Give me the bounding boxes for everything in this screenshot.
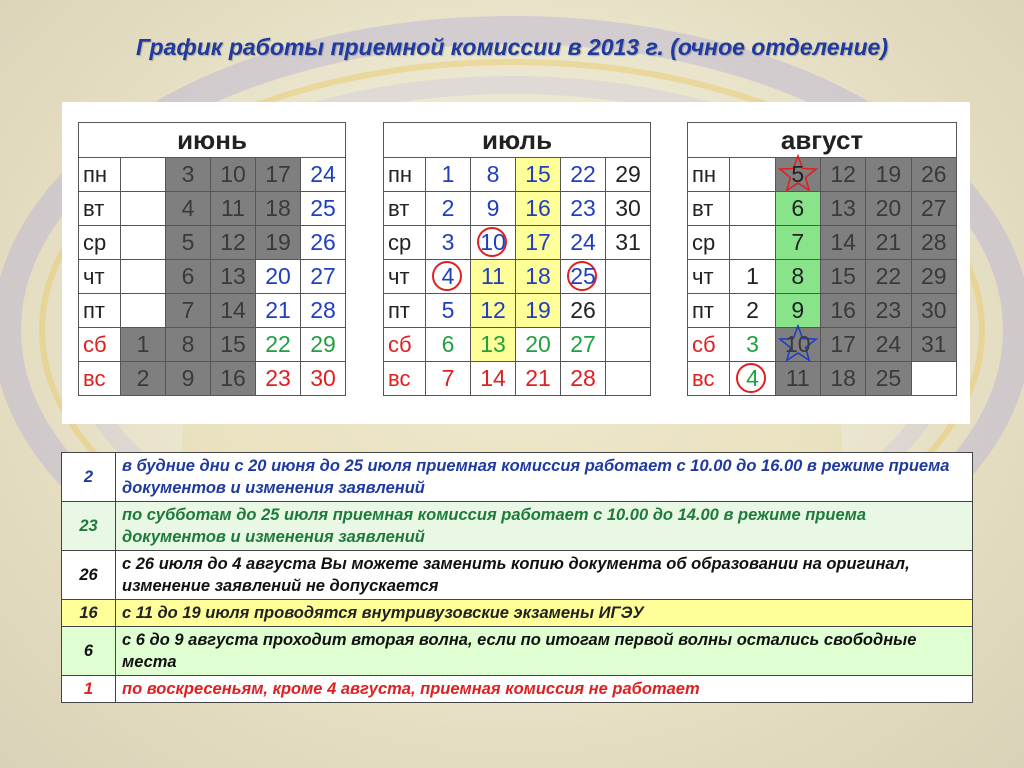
day-cell: [820, 226, 865, 260]
day-cell: [820, 158, 865, 192]
weekday-label: пн: [79, 158, 121, 192]
day-cell: [426, 362, 471, 396]
day-cell: [301, 362, 346, 396]
day-number: 8: [791, 263, 805, 289]
day-cell: [866, 362, 911, 396]
day-number: 7: [441, 365, 455, 391]
legend-key: 16: [62, 600, 116, 627]
day-cell: [471, 158, 516, 192]
legend-text: с 11 до 19 июля проводятся внутривузовские экзамены ИГЭУ: [116, 600, 973, 627]
week-row: [79, 260, 346, 294]
weekday-label: вт: [79, 192, 121, 226]
day-cell: [301, 294, 346, 328]
day-number: 29: [310, 331, 336, 357]
day-number: 23: [875, 297, 902, 323]
day-cell: [606, 226, 651, 260]
day-number: 11: [481, 263, 505, 289]
day-cell: [561, 192, 606, 226]
day-cell: [866, 158, 911, 192]
day-cell: [256, 294, 301, 328]
weekday-label: вт: [384, 192, 426, 226]
day-number: 19: [265, 229, 291, 255]
legend-key: 23: [62, 502, 116, 551]
day-cell: [730, 260, 775, 294]
day-number: 28: [310, 297, 336, 323]
day-cell: [820, 362, 865, 396]
legend-text: с 6 до 9 августа проходит вторая волна, если по итогам первой волны остались свободные места: [116, 627, 973, 676]
day-number: 15: [525, 161, 551, 187]
day-number: 16: [525, 195, 551, 221]
day-cell: [820, 294, 865, 328]
week-row: [79, 362, 346, 396]
day-number: 4: [441, 263, 455, 289]
day-cell: [911, 226, 956, 260]
day-number: 25: [570, 263, 596, 289]
month-header: август: [688, 123, 957, 158]
day-number: 21: [525, 365, 551, 391]
day-number: 10: [480, 229, 506, 255]
day-cell: [775, 192, 820, 226]
day-cell: [166, 192, 211, 226]
day-cell: [471, 192, 516, 226]
day-cell: [256, 328, 301, 362]
weekday-label: сб: [79, 328, 121, 362]
day-number: 7: [181, 297, 195, 323]
day-number: 3: [181, 161, 195, 187]
day-number: 24: [310, 161, 336, 187]
day-cell: [911, 158, 956, 192]
day-number: 8: [486, 161, 500, 187]
day-cell: [211, 226, 256, 260]
day-cell: [516, 328, 561, 362]
day-cell: [820, 260, 865, 294]
day-number: 5: [791, 161, 805, 187]
day-cell: [866, 226, 911, 260]
day-cell: [866, 328, 911, 362]
day-cell: [516, 192, 561, 226]
day-cell: [471, 294, 516, 328]
day-number: 31: [615, 229, 641, 255]
week-row: [384, 158, 651, 192]
day-number: 11: [785, 365, 810, 391]
day-cell: [256, 226, 301, 260]
day-number: 18: [265, 195, 291, 221]
empty-cell: [121, 226, 166, 260]
legend-row: [62, 676, 973, 703]
day-number: 21: [875, 229, 902, 255]
day-cell: [516, 158, 561, 192]
day-cell: [471, 260, 516, 294]
day-number: 22: [570, 161, 596, 187]
day-number: 6: [441, 331, 455, 357]
day-cell: [775, 294, 820, 328]
day-number: 4: [181, 195, 195, 221]
day-cell: [166, 158, 211, 192]
day-cell: [606, 192, 651, 226]
day-cell: [301, 226, 346, 260]
day-number: 13: [830, 195, 856, 221]
week-row: [688, 362, 957, 396]
week-row: [79, 192, 346, 226]
empty-cell: [730, 192, 775, 226]
day-cell: [775, 260, 820, 294]
day-number: 25: [875, 365, 902, 391]
day-cell: [166, 362, 211, 396]
day-number: 24: [570, 229, 596, 255]
day-number: 26: [570, 297, 596, 323]
day-cell: [561, 158, 606, 192]
legend-row: [62, 627, 973, 676]
day-cell: [211, 158, 256, 192]
weekday-label: вс: [79, 362, 121, 396]
day-cell: [516, 362, 561, 396]
day-cell: [561, 226, 606, 260]
day-cell: [211, 260, 256, 294]
calendar-august: [687, 122, 957, 396]
weekday-label: пт: [384, 294, 426, 328]
legend-row: [62, 453, 973, 502]
day-number: 30: [310, 365, 336, 391]
day-cell: [911, 260, 956, 294]
day-cell: [121, 328, 166, 362]
day-cell: [301, 192, 346, 226]
empty-cell: [606, 260, 651, 294]
day-cell: [121, 362, 166, 396]
empty-cell: [911, 362, 956, 396]
day-number: 26: [921, 161, 947, 187]
weekday-label: пн: [688, 158, 730, 192]
week-row: [384, 362, 651, 396]
day-cell: [426, 158, 471, 192]
day-number: 19: [875, 161, 902, 187]
day-number: 18: [830, 365, 856, 391]
day-number: 26: [310, 229, 336, 255]
day-number: 15: [220, 331, 246, 357]
weekday-label: ср: [688, 226, 730, 260]
day-cell: [301, 260, 346, 294]
day-cell: [606, 158, 651, 192]
legend-key: 6: [62, 627, 116, 676]
page-title: График работы приемной комиссии в 2013 г. (очное отделение): [136, 34, 888, 60]
weekday-label: пн: [384, 158, 426, 192]
day-cell: [775, 158, 820, 192]
weekday-label: ср: [79, 226, 121, 260]
weekday-label: чт: [79, 260, 121, 294]
day-cell: [730, 328, 775, 362]
day-number: 9: [791, 297, 805, 323]
day-cell: [911, 328, 956, 362]
week-row: [384, 226, 651, 260]
weekday-label: ср: [384, 226, 426, 260]
day-number: 1: [136, 331, 150, 357]
day-number: 1: [441, 161, 455, 187]
day-cell: [301, 328, 346, 362]
day-cell: [166, 226, 211, 260]
legend-text: по воскресеньям, кроме 4 августа, приемная комиссия не работает: [116, 676, 973, 703]
day-number: 12: [220, 229, 246, 255]
day-number: 17: [830, 331, 856, 357]
day-number: 22: [265, 331, 291, 357]
day-cell: [866, 192, 911, 226]
day-cell: [256, 192, 301, 226]
calendar-july: [383, 122, 651, 396]
day-number: 17: [265, 161, 291, 187]
day-cell: [866, 260, 911, 294]
legend-table: [61, 452, 973, 703]
day-number: 11: [221, 195, 245, 221]
day-cell: [911, 192, 956, 226]
week-row: [79, 328, 346, 362]
legend-row: [62, 502, 973, 551]
day-number: 20: [525, 331, 551, 357]
day-cell: [256, 158, 301, 192]
legend-text: с 26 июля до 4 августа Вы можете заменить копию документа об образовании на оригинал, изменение заявлений не допускается: [116, 551, 973, 600]
day-number: 6: [181, 263, 195, 289]
legend-key: 26: [62, 551, 116, 600]
day-cell: [256, 362, 301, 396]
day-number: 2: [746, 297, 759, 323]
day-number: 20: [875, 195, 902, 221]
day-cell: [426, 192, 471, 226]
week-row: [79, 158, 346, 192]
day-cell: [730, 294, 775, 328]
day-cell: [775, 362, 820, 396]
week-row: [688, 328, 957, 362]
week-row: [79, 294, 346, 328]
day-number: 21: [265, 297, 291, 323]
day-cell: [561, 328, 606, 362]
day-number: 16: [830, 297, 856, 323]
day-number: 12: [480, 297, 506, 323]
empty-cell: [121, 260, 166, 294]
weekday-label: вс: [688, 362, 730, 396]
weekday-label: пт: [79, 294, 121, 328]
day-number: 6: [791, 195, 805, 221]
week-row: [384, 192, 651, 226]
day-cell: [471, 328, 516, 362]
week-row: [688, 192, 957, 226]
day-number: 30: [921, 297, 947, 323]
month-header: июнь: [79, 123, 346, 158]
week-row: [688, 226, 957, 260]
day-cell: [301, 158, 346, 192]
month-header: июль: [384, 123, 651, 158]
day-cell: [471, 362, 516, 396]
day-number: 5: [181, 229, 195, 255]
day-number: 29: [615, 161, 641, 187]
day-cell: [211, 192, 256, 226]
day-cell: [211, 294, 256, 328]
legend-key: 2: [62, 453, 116, 502]
weekday-label: сб: [688, 328, 730, 362]
day-number: 10: [220, 161, 246, 187]
day-cell: [166, 260, 211, 294]
week-row: [384, 328, 651, 362]
day-number: 10: [784, 331, 811, 357]
day-cell: [911, 294, 956, 328]
day-cell: [561, 362, 606, 396]
legend-text: по субботам до 25 июля приемная комиссия работает с 10.00 до 14.00 в режиме приема документов и изменения заявлений: [116, 502, 973, 551]
day-number: 23: [570, 195, 596, 221]
day-number: 3: [746, 331, 759, 357]
day-cell: [211, 362, 256, 396]
day-number: 14: [220, 297, 246, 323]
day-number: 16: [220, 365, 246, 391]
week-row: [688, 158, 957, 192]
day-cell: [516, 226, 561, 260]
weekday-label: вс: [384, 362, 426, 396]
weekday-label: сб: [384, 328, 426, 362]
legend-row: [62, 551, 973, 600]
empty-cell: [121, 192, 166, 226]
empty-cell: [606, 294, 651, 328]
day-number: 13: [480, 331, 506, 357]
legend-key: 1: [62, 676, 116, 703]
empty-cell: [121, 158, 166, 192]
day-number: 27: [570, 331, 596, 357]
weekday-label: вт: [688, 192, 730, 226]
day-number: 3: [441, 229, 455, 255]
day-cell: [730, 362, 775, 396]
day-cell: [561, 260, 606, 294]
week-row: [79, 226, 346, 260]
day-number: 28: [921, 229, 947, 255]
day-number: 25: [310, 195, 336, 221]
day-cell: [866, 294, 911, 328]
empty-cell: [121, 294, 166, 328]
calendar-june: [78, 122, 346, 396]
day-number: 24: [875, 331, 902, 357]
weekday-label: пт: [688, 294, 730, 328]
day-number: 17: [525, 229, 551, 255]
weekday-label: чт: [384, 260, 426, 294]
calendar-panel: [62, 102, 970, 424]
day-number: 23: [265, 365, 291, 391]
day-number: 5: [441, 297, 455, 323]
day-number: 13: [220, 263, 246, 289]
day-number: 9: [486, 195, 500, 221]
day-cell: [166, 294, 211, 328]
day-cell: [426, 226, 471, 260]
day-number: 19: [525, 297, 551, 323]
day-number: 27: [310, 263, 336, 289]
weekday-label: чт: [688, 260, 730, 294]
day-cell: [775, 328, 820, 362]
day-number: 29: [921, 263, 947, 289]
day-number: 15: [830, 263, 856, 289]
week-row: [688, 294, 957, 328]
day-number: 27: [921, 195, 947, 221]
day-number: 14: [480, 365, 506, 391]
day-number: 30: [615, 195, 641, 221]
week-row: [384, 294, 651, 328]
day-number: 22: [875, 263, 902, 289]
day-number: 28: [570, 365, 596, 391]
day-number: 18: [525, 263, 551, 289]
empty-cell: [606, 328, 651, 362]
day-cell: [516, 260, 561, 294]
day-cell: [775, 226, 820, 260]
day-cell: [426, 260, 471, 294]
empty-cell: [606, 362, 651, 396]
day-number: 12: [830, 161, 856, 187]
day-number: 31: [921, 331, 947, 357]
day-cell: [561, 294, 606, 328]
legend-text: в будние дни с 20 июня до 25 июля приемная комиссия работает с 10.00 до 16.00 в режиме приема документов и изменения заявлений: [116, 453, 973, 502]
day-cell: [516, 294, 561, 328]
day-cell: [256, 260, 301, 294]
day-number: 20: [265, 263, 291, 289]
week-row: [384, 260, 651, 294]
empty-cell: [730, 158, 775, 192]
day-number: 8: [181, 331, 195, 357]
day-cell: [211, 328, 256, 362]
day-cell: [471, 226, 516, 260]
day-number: 9: [181, 365, 195, 391]
day-number: 2: [441, 195, 455, 221]
legend-row: [62, 600, 973, 627]
day-number: 4: [746, 365, 759, 391]
day-number: 1: [746, 263, 759, 289]
day-cell: [426, 328, 471, 362]
day-number: 7: [791, 229, 805, 255]
day-cell: [820, 192, 865, 226]
day-cell: [426, 294, 471, 328]
day-number: 2: [136, 365, 150, 391]
day-cell: [820, 328, 865, 362]
day-number: 14: [830, 229, 856, 255]
week-row: [688, 260, 957, 294]
day-cell: [166, 328, 211, 362]
empty-cell: [730, 226, 775, 260]
